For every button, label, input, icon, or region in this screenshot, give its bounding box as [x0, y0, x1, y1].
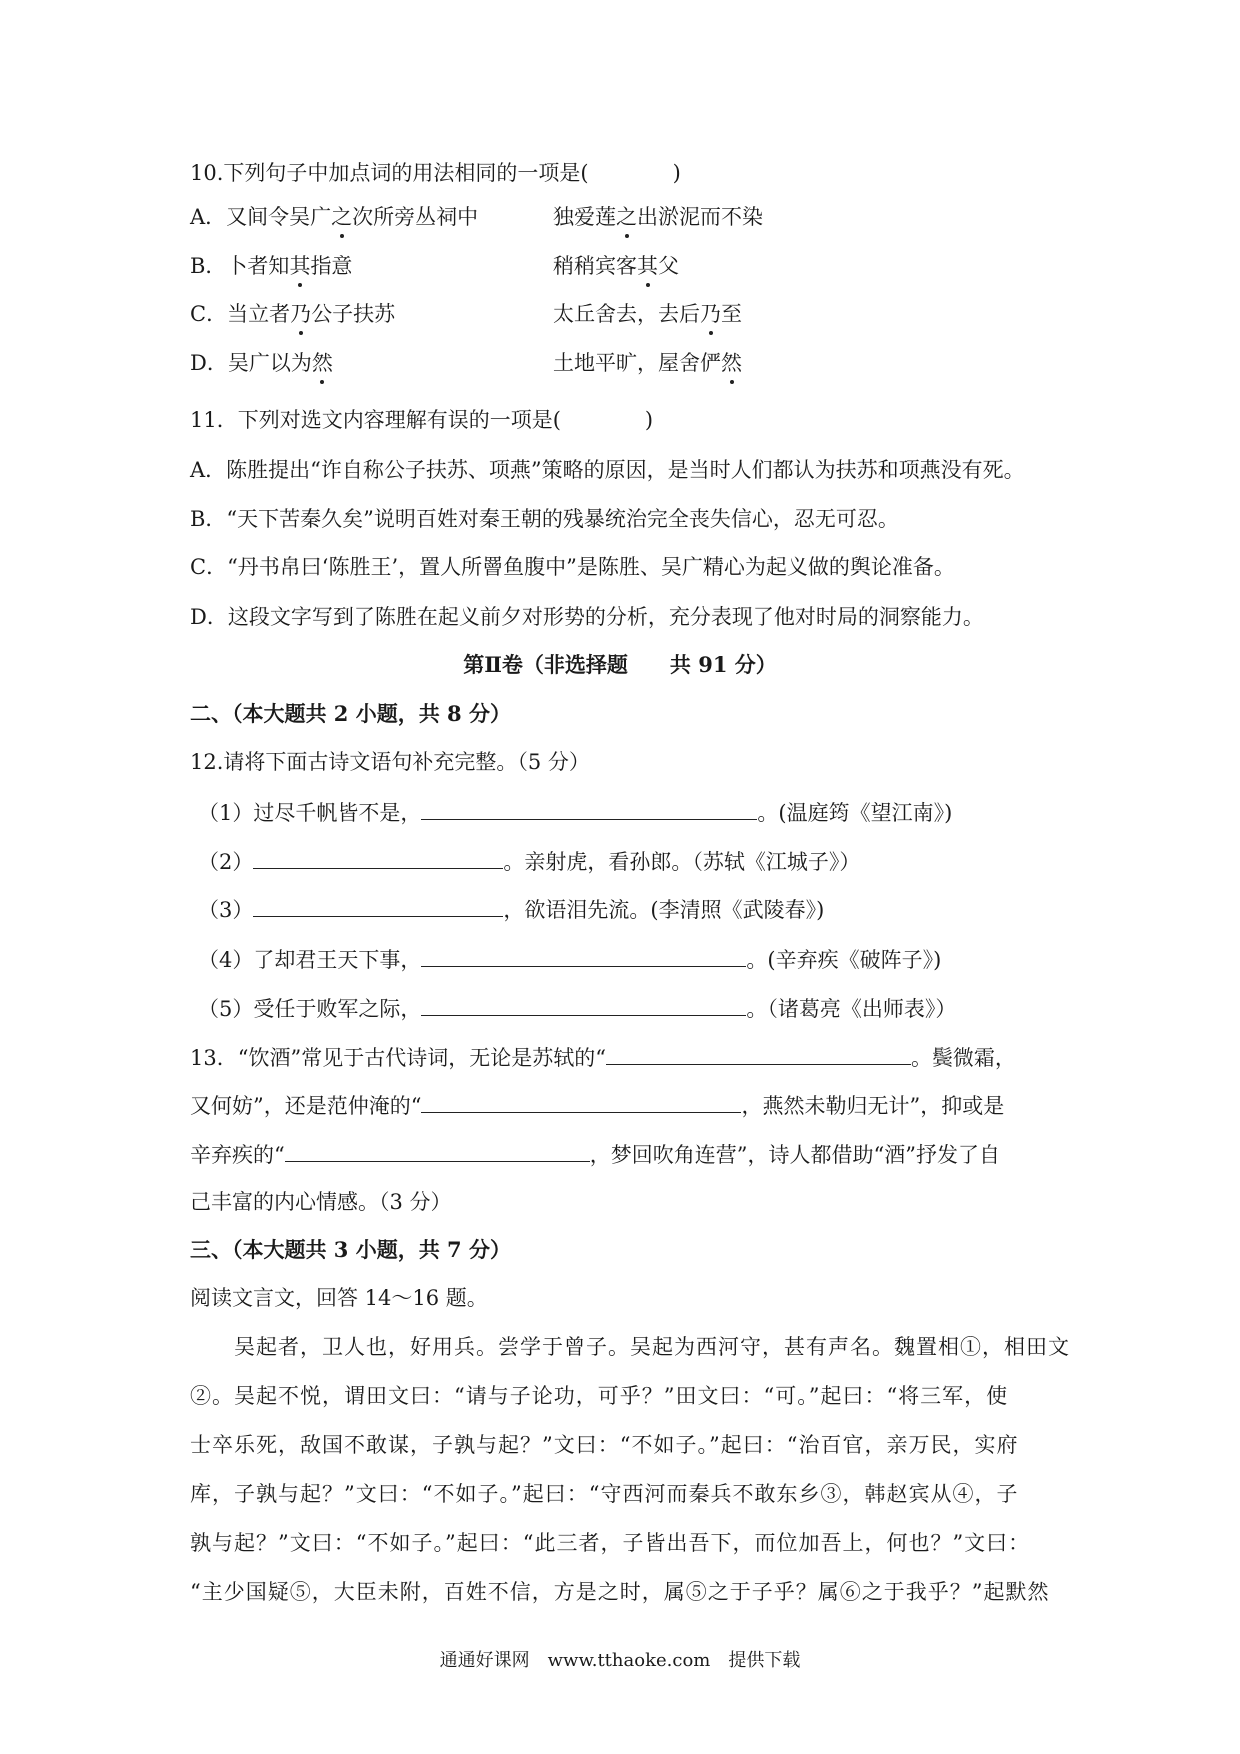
passage-line: “主少国疑⑤，大臣未附，百姓不信，方是之时，属⑤之于子乎？属⑥之于我乎？”起默然: [190, 1580, 1050, 1604]
passage-line: 士卒乐死，敌国不敢谋，子孰与起？”文曰：“不如子。”起曰：“治百官，亲万民，实府: [190, 1433, 1019, 1457]
answer-blank[interactable]: [421, 993, 746, 1016]
q10-option-c-right: 太丘舍去，去后乃至: [553, 302, 742, 326]
q13-line-2: 又何妨”，还是范仲淹的“ ，燕然未勒归无计”，抑或是: [190, 1090, 1004, 1120]
answer-blank[interactable]: [421, 1090, 741, 1113]
q10-option-b-left: B．卜者知其指意: [190, 254, 353, 278]
answer-blank[interactable]: [253, 846, 503, 869]
emphasis-dot-word: 其: [637, 254, 658, 278]
q11-stem: 11．下列对选文内容理解有误的一项是( ): [190, 408, 654, 432]
q10-stem: 10.下列句子中加点词的用法相同的一项是( ): [190, 161, 681, 185]
answer-blank[interactable]: [421, 797, 757, 820]
passage-line: 孰与起？”文曰：“不如子。”起曰：“此三者，子皆出吾下，而位加吾上，何也？”文曰：: [190, 1531, 1031, 1555]
section-three-heading: 三、（本大题共 3 小题，共 7 分）: [190, 1237, 511, 1262]
q13-line-3: 辛弃疾的“ ，梦回吹角连营”，诗人都借助“酒”抒发了自: [190, 1139, 1000, 1169]
q11-option-c: C．“丹书帛曰‘陈胜王’，置人所罾鱼腹中”是陈胜、吴广精心为起义做的舆论准备。: [190, 555, 955, 579]
passage-line: 吴起者，卫人也，好用兵。尝学于曾子。吴起为西河守，甚有声名。魏置相①，相田文: [190, 1335, 1070, 1359]
q10-option-a-right: 独爱莲之出淤泥而不染: [553, 205, 763, 229]
q12-item-4: （4）了却君王天下事， 。(辛弃疾《破阵子》): [198, 944, 941, 974]
passage-line: 库，子孰与起？”文曰：“不如子。”起曰：“守西河而秦兵不敢东乡③，韩赵宾从④，子: [190, 1482, 1019, 1506]
passage-line: ②。吴起不悦，谓田文曰：“请与子论功，可乎？”田文曰：“可。”起曰：“将三军，使: [190, 1384, 1009, 1408]
q11-option-d: D．这段文字写到了陈胜在起义前夕对形势的分析，充分表现了他对时局的洞察能力。: [190, 605, 984, 629]
answer-blank[interactable]: [421, 944, 746, 967]
q10-option-d-right: 土地平旷，屋舍俨然: [553, 351, 742, 375]
q12-stem: 12.请将下面古诗文语句补充完整。（5 分）: [190, 750, 590, 774]
q13-line-4: 己丰富的内心情感。（3 分）: [190, 1190, 452, 1214]
page-footer: 通通好课网 www.tthaoke.com 提供下载: [439, 1650, 801, 1671]
q12-item-3: （3） ，欲语泪先流。(李清照《武陵春》): [198, 894, 824, 924]
answer-blank[interactable]: [606, 1042, 911, 1065]
q10-option-c-left: C．当立者乃公子扶苏: [190, 302, 396, 326]
emphasis-dot-word: 其: [289, 254, 311, 278]
q13-line-1: 13．“饮酒”常见于古代诗词，无论是苏轼的“ 。鬓微霜，: [190, 1042, 1016, 1072]
q10-option-a-left: A．又间令吴广之次所旁丛祠中: [190, 205, 479, 229]
section-two-heading: 二、（本大题共 2 小题，共 8 分）: [190, 701, 511, 726]
part-two-title: 第Ⅱ卷（非选择题 共 91 分）: [463, 652, 777, 677]
answer-blank[interactable]: [253, 894, 503, 917]
q11-option-b: B．“天下苦秦久矣”说明百姓对秦王朝的残暴统治完全丧失信心，忍无可忍。: [190, 507, 899, 531]
emphasis-dot-word: 乃: [290, 302, 312, 326]
emphasis-dot-word: 之: [616, 205, 637, 229]
emphasis-dot-word: 乃: [700, 302, 721, 326]
q12-item-1: （1）过尽千帆皆不是， 。(温庭筠《望江南》): [198, 797, 952, 827]
q10-option-b-right: 稍稍宾客其父: [553, 254, 679, 278]
reading-intro: 阅读文言文，回答 14～16 题。: [190, 1286, 488, 1310]
answer-blank[interactable]: [285, 1139, 590, 1162]
emphasis-dot-word: 之: [331, 205, 353, 229]
emphasis-dot-word: 然: [311, 351, 333, 375]
q12-item-5: （5）受任于败军之际， 。（诸葛亮《出师表》）: [198, 993, 956, 1023]
q11-option-a: A．陈胜提出“诈自称公子扶苏、项燕”策略的原因，是当时人们都认为扶苏和项燕没有死。: [190, 458, 1025, 482]
q12-item-2: （2） 。亲射虎，看孙郎。（苏轼《江城子》）: [198, 846, 860, 876]
emphasis-dot-word: 然: [721, 351, 742, 375]
q10-option-d-left: D．吴广以为然: [190, 351, 333, 375]
